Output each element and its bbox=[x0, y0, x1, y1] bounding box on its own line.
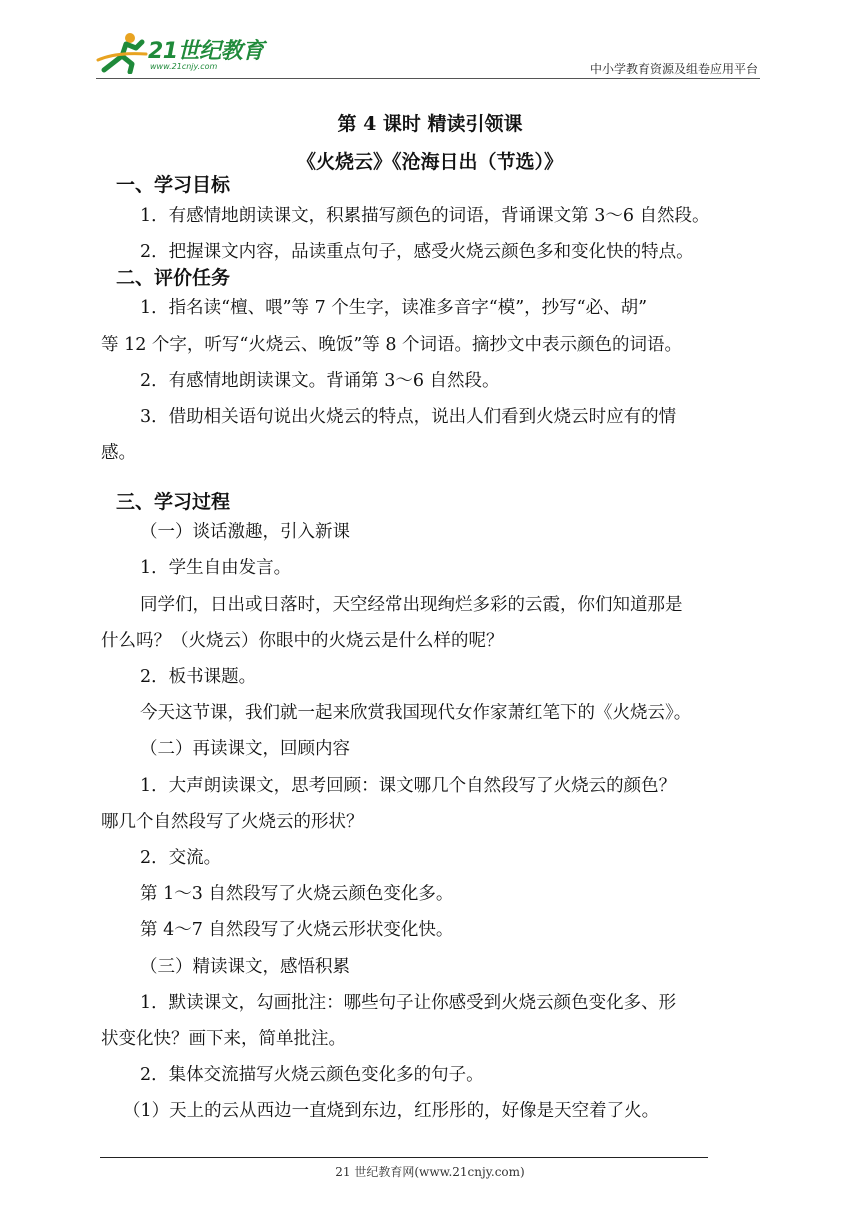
logo bbox=[96, 30, 296, 76]
process-line: 今天这节课，我们就一起来欣赏我国现代女作家萧红笔下的《火烧云》。 bbox=[140, 703, 692, 723]
process-line: 1．学生自由发言。 bbox=[140, 558, 292, 578]
lesson-title: 第 4 课时 精读引领课 bbox=[337, 113, 523, 135]
process-heading: 三、学习过程 bbox=[116, 491, 231, 513]
goal-item: 1．有感情地朗读课文，积累描写颜色的词语，背诵课文第 3～6 自然段。 bbox=[140, 206, 710, 226]
process-line: 什么吗？（火烧云）你眼中的火烧云是什么样的呢？ bbox=[101, 631, 504, 651]
header-divider bbox=[96, 78, 760, 79]
texts-title: 《火烧云》《沧海日出（节选）》 bbox=[296, 151, 563, 173]
process-subheading: （一）谈话激趣，引入新课 bbox=[140, 522, 350, 542]
process-subheading: （三）精读课文，感悟积累 bbox=[140, 957, 350, 977]
page-footer: 21 世纪教育网(www.21cnjy.com) bbox=[335, 1165, 525, 1179]
process-line: 第 1～3 自然段写了火烧云颜色变化多。 bbox=[140, 884, 454, 904]
process-line: 2．板书课题。 bbox=[140, 667, 257, 687]
process-line: 第 4～7 自然段写了火烧云形状变化快。 bbox=[140, 920, 454, 940]
goals-heading: 一、学习目标 bbox=[116, 174, 231, 196]
process-line: （1）天上的云从西边一直烧到东边，红彤彤的，好像是天空着了火。 bbox=[123, 1101, 660, 1121]
goal-item: 2．把握课文内容，品读重点句子，感受火烧云颜色多和变化快的特点。 bbox=[140, 242, 694, 262]
process-line: 哪几个自然段写了火烧云的形状？ bbox=[101, 812, 364, 832]
process-line: 2．集体交流描写火烧云颜色变化多的句子。 bbox=[140, 1065, 484, 1085]
process-line: 1．大声朗读课文，思考回顾：课文哪几个自然段写了火烧云的颜色？ bbox=[140, 776, 677, 796]
footer-divider bbox=[100, 1157, 708, 1158]
process-line: 同学们，日出或日落时，天空经常出现绚烂多彩的云霞，你们知道那是 bbox=[140, 595, 683, 615]
platform-name: 中小学教育资源及组卷应用平台 bbox=[589, 62, 758, 76]
task-line: 感。 bbox=[101, 443, 136, 463]
task-line: 2．有感情地朗读课文。背诵第 3～6 自然段。 bbox=[140, 371, 500, 391]
process-line: 状变化快？画下来，简单批注。 bbox=[101, 1029, 346, 1049]
task-line: 3．借助相关语句说出火烧云的特点，说出人们看到火烧云时应有的情 bbox=[140, 407, 677, 427]
process-line: 2．交流。 bbox=[140, 848, 222, 868]
process-subheading: （二）再读课文，回顾内容 bbox=[140, 739, 350, 759]
page-header bbox=[96, 30, 760, 78]
process-line: 1．默读课文，勾画批注：哪些句子让你感受到火烧云颜色变化多、形 bbox=[140, 993, 677, 1013]
task-line: 等 12 个字，听写“火烧云、晚饭”等 8 个词语。摘抄文中表示颜色的词语。 bbox=[101, 335, 683, 355]
tasks-heading: 二、评价任务 bbox=[116, 267, 231, 289]
logo-url: www.21cnjy.com bbox=[150, 62, 218, 71]
runner-logo-icon bbox=[96, 30, 152, 74]
logo-text: 21世纪教育 bbox=[148, 39, 264, 64]
task-line: 1．指名读“檀、喂”等 7 个生字，读准多音字“模”，抄写“必、胡” bbox=[140, 298, 648, 318]
